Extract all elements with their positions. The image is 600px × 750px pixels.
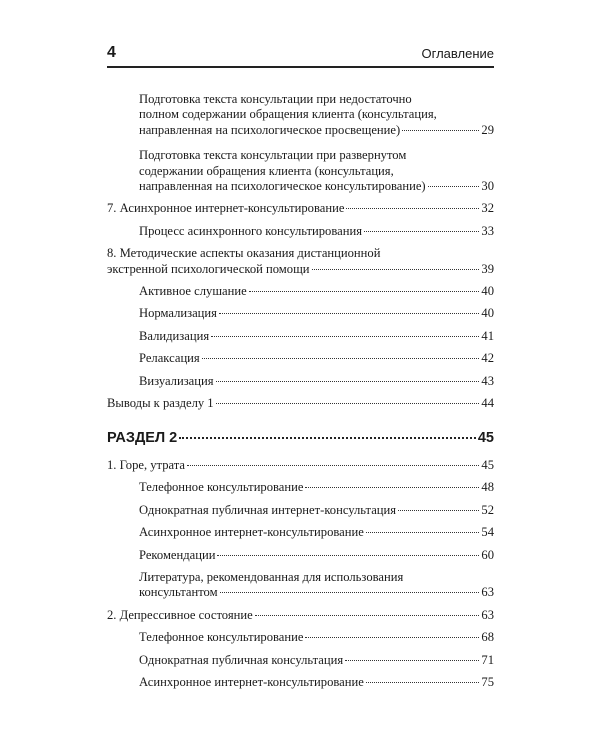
- toc-page-number: 30: [481, 179, 494, 194]
- toc-page-number: 43: [481, 373, 494, 388]
- toc-entry: [107, 396, 494, 411]
- toc-entry-text: 1. Горе, утрата: [107, 457, 186, 472]
- dot-leader: [402, 130, 479, 131]
- toc-entry-text: направленная на психологическое консультирование): [139, 179, 426, 194]
- toc-entry-text: Подготовка текста консультации при развернутом: [139, 148, 407, 163]
- page-number: 4: [107, 44, 116, 61]
- dot-leader: [366, 682, 480, 683]
- toc-entry-text: экстренной психологической помощи: [107, 261, 310, 276]
- toc-entry: [107, 201, 494, 216]
- toc-entry-text: Телефонное консультирование: [139, 630, 304, 645]
- dot-leader: [202, 358, 480, 359]
- toc-page-number: 52: [481, 502, 494, 517]
- table-of-contents: [107, 92, 494, 690]
- running-head: Оглавление: [421, 46, 494, 61]
- toc-entry-text: Литература, рекомендованная для использования: [139, 569, 404, 584]
- toc-entry-text: консультантом: [139, 585, 218, 600]
- dot-leader: [217, 555, 479, 556]
- toc-entry-text: Рекомендации: [139, 547, 216, 562]
- dot-leader: [220, 592, 480, 593]
- dot-leader: [312, 269, 480, 270]
- toc-page-number: 33: [481, 223, 494, 238]
- dot-leader: [428, 186, 480, 187]
- toc-entry-text: Асинхронное интернет-консультирование: [139, 525, 364, 540]
- toc-entry-text: Однократная публичная интернет-консультация: [139, 502, 397, 517]
- toc-page-number: 42: [481, 351, 494, 366]
- toc-entry: [139, 92, 494, 138]
- toc-page-number: 32: [481, 201, 494, 216]
- toc-entry: [107, 458, 494, 473]
- toc-entry-text: 8. Методические аспекты оказания дистанционной: [107, 246, 381, 261]
- toc-entry: [139, 570, 494, 601]
- dot-leader: [364, 231, 479, 232]
- toc-entry: [139, 675, 494, 690]
- toc-entry: [139, 548, 494, 563]
- toc-entry: [139, 224, 494, 239]
- toc-entry: [139, 630, 494, 645]
- toc-entry-text: Процесс асинхронного консультирования: [139, 223, 362, 238]
- toc-page-number: 63: [481, 585, 494, 600]
- toc-page-number: 45: [477, 429, 494, 446]
- toc-entry: [139, 503, 494, 518]
- toc-entry-text: Однократная публичная консультация: [139, 652, 344, 667]
- toc-entry: [139, 351, 494, 366]
- toc-entry: [139, 374, 494, 389]
- dot-leader: [255, 615, 480, 616]
- toc-page-number: 29: [481, 122, 494, 137]
- dot-leader: [216, 381, 480, 382]
- toc-page-number: 63: [481, 607, 494, 622]
- dot-leader: [366, 532, 480, 533]
- toc-entry: [139, 525, 494, 540]
- toc-entry-text: Выводы к разделу 1: [107, 396, 214, 411]
- toc-entry: [139, 653, 494, 668]
- toc-entry: [139, 284, 494, 299]
- toc-page-number: 60: [481, 547, 494, 562]
- dot-leader: [249, 291, 480, 292]
- dot-leader: [398, 510, 479, 511]
- toc-page-number: 48: [481, 480, 494, 495]
- dot-leader: [179, 437, 476, 439]
- dot-leader: [211, 336, 479, 337]
- dot-leader: [305, 637, 479, 638]
- dot-leader: [345, 660, 479, 661]
- toc-page-number: 40: [481, 306, 494, 321]
- toc-entry: [139, 329, 494, 344]
- toc-entry-text: Нормализация: [139, 306, 217, 321]
- toc-page-number: 41: [481, 328, 494, 343]
- dot-leader: [219, 313, 479, 314]
- toc-entry-text: Активное слушание: [139, 284, 247, 299]
- toc-entry: [139, 480, 494, 495]
- toc-entry-text: РАЗДЕЛ 2: [107, 429, 178, 446]
- toc-entry: [139, 148, 494, 194]
- toc-entry-text: направленная на психологическое просвещение): [139, 122, 401, 137]
- toc-entry-text: Валидизация: [139, 328, 210, 343]
- toc-entry: [107, 246, 494, 277]
- toc-page-number: 40: [481, 284, 494, 299]
- toc-entry-text: Подготовка текста консультации при недостаточно: [139, 92, 412, 106]
- toc-entry-text: 7. Асинхронное интернет-консультирование: [107, 201, 345, 216]
- toc-entry-text: Релаксация: [139, 351, 200, 366]
- toc-entry-text: Визуализация: [139, 373, 214, 388]
- toc-entry-text: полном содержании обращения клиента (консультация,: [139, 107, 437, 122]
- page-header: [107, 44, 494, 64]
- toc-entry-text: Асинхронное интернет-консультирование: [139, 674, 364, 689]
- toc-entry-text: 2. Депрессивное состояние: [107, 607, 253, 622]
- toc-entry: [139, 306, 494, 321]
- dot-leader: [346, 208, 479, 209]
- toc-entry-text: Телефонное консультирование: [139, 480, 304, 495]
- toc-page-number: 54: [481, 525, 494, 540]
- toc-page-number: 75: [481, 674, 494, 689]
- toc-entry-text: содержании обращения клиента (консультация,: [139, 163, 394, 178]
- header-rule: [107, 66, 494, 68]
- toc-page-number: 71: [481, 652, 494, 667]
- dot-leader: [305, 487, 479, 488]
- toc-page-number: 39: [481, 261, 494, 276]
- toc-entry: [107, 608, 494, 623]
- toc-page-number: 45: [481, 457, 494, 472]
- toc-page-number: 68: [481, 630, 494, 645]
- dot-leader: [216, 403, 480, 404]
- toc-page-number: 44: [481, 396, 494, 411]
- toc-section-heading: [107, 431, 494, 446]
- dot-leader: [187, 465, 479, 466]
